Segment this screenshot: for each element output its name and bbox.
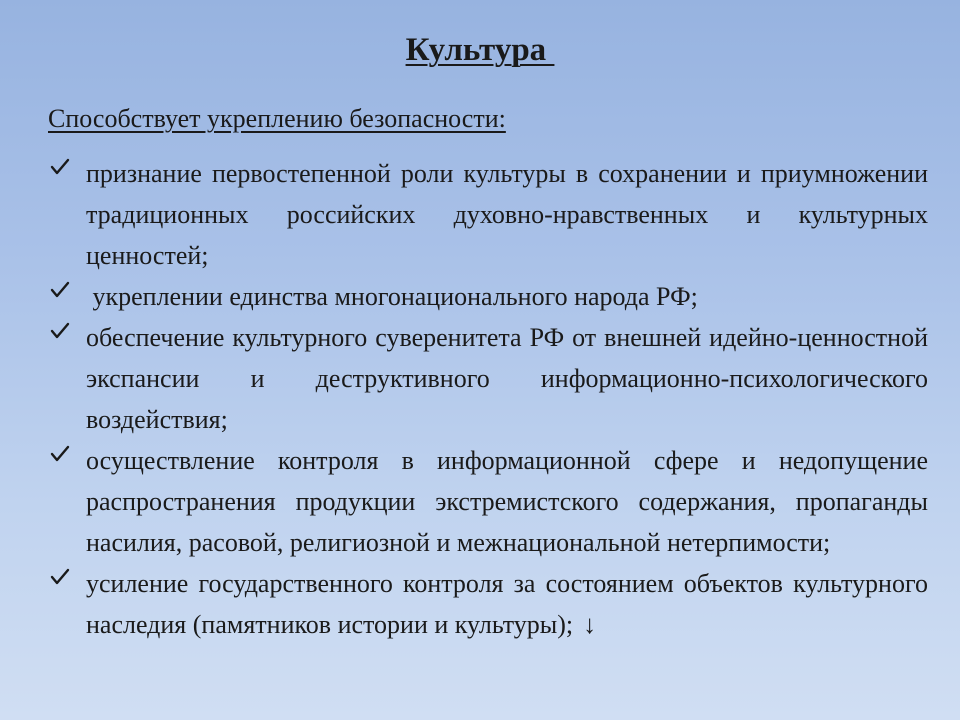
checkmark-icon — [50, 280, 70, 300]
slide-title — [0, 30, 960, 70]
checkmark-icon — [50, 567, 70, 587]
list-item — [48, 276, 928, 317]
list-item-text: осуществление контроля в информационной сфере и недопущение распространения продукции экстремистского содержания, пропаганды насилия, расовой, религиозной и межнациональной нетерпимости; — [86, 446, 928, 557]
list-item — [48, 317, 928, 440]
slide-subtitle: Способствует укреплению безопасности: — [48, 104, 506, 133]
list-item-text: признание первостепенной роли культуры в сохранении и приумножении традиционных российских духовно-нравственных и культурных ценностей; — [86, 159, 928, 270]
checkmark-icon — [50, 157, 70, 177]
slide-title-text: Культура — [405, 32, 555, 68]
list-item — [48, 563, 928, 645]
checkmark-icon — [50, 321, 70, 341]
list-item — [48, 153, 928, 276]
list-item-text: обеспечение культурного суверенитета РФ от внешней идейно-ценностной экспансии и деструктивного информационно-психологического воздействия; — [86, 323, 928, 434]
list-item — [48, 440, 928, 563]
checkmark-icon — [50, 444, 70, 464]
list-item-text: усиление государственного контроля за состоянием объектов культурного наследия (памятников истории и культуры); — [86, 569, 928, 639]
list-item-text: укреплении единства многонационального народа РФ; — [86, 282, 698, 311]
bullet-list — [48, 153, 928, 645]
down-arrow-icon: ↓ — [583, 610, 597, 639]
